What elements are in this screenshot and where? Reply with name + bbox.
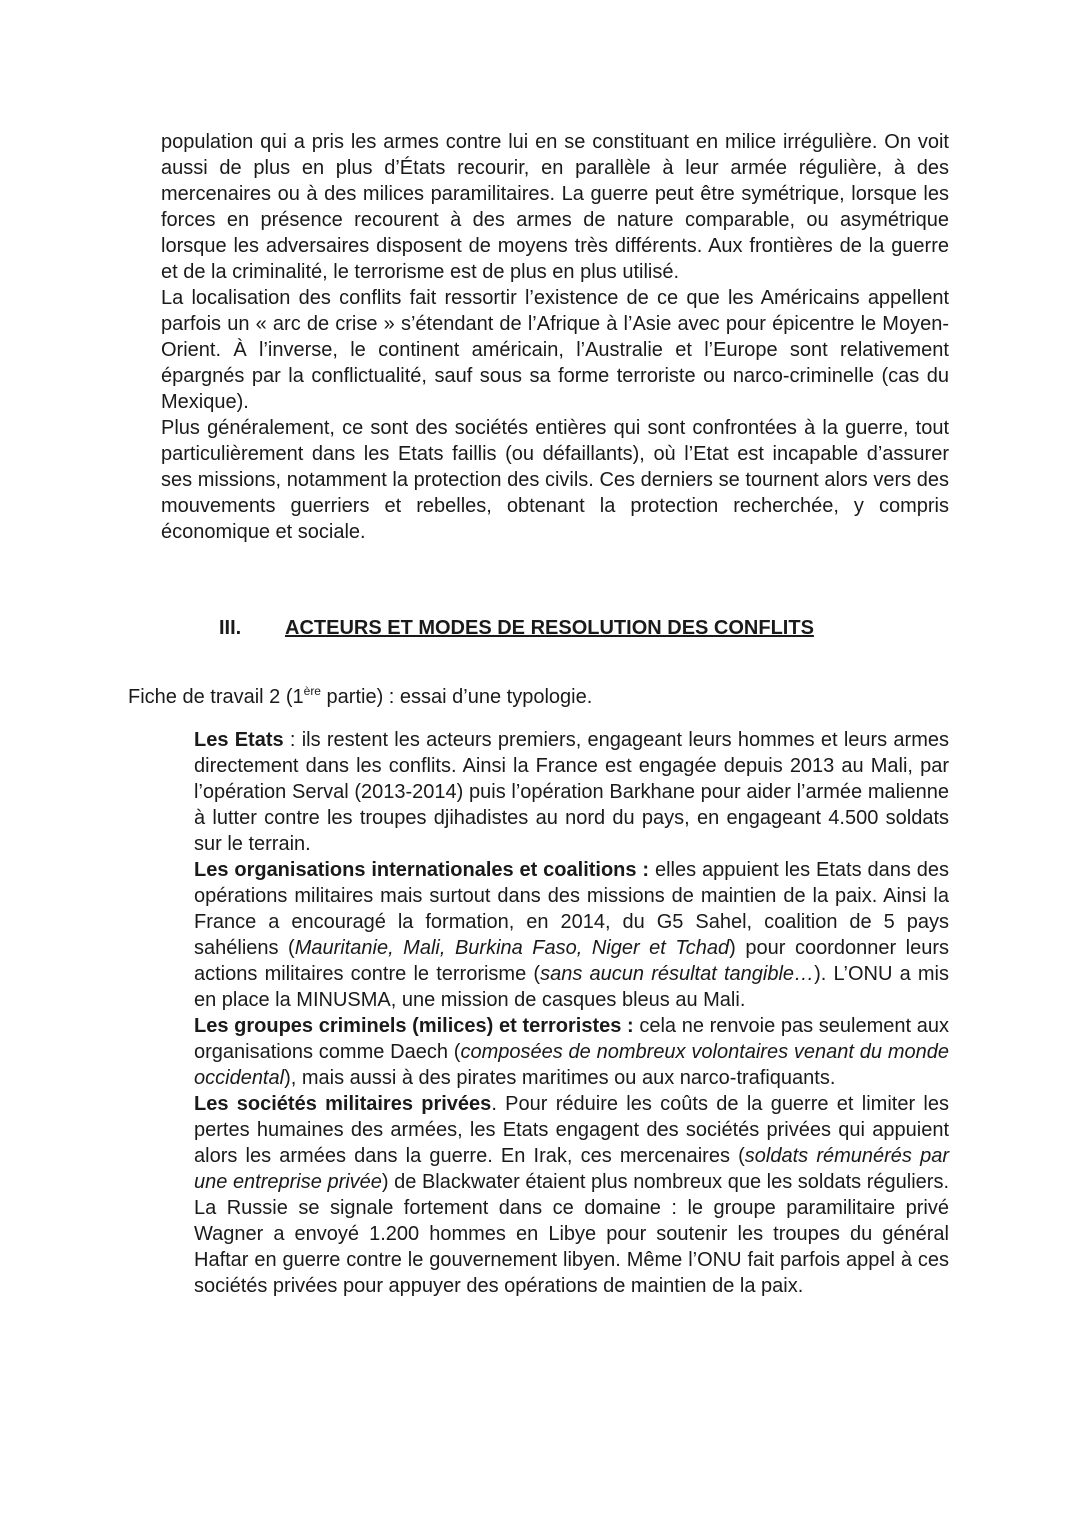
actor-organisations-title: Les organisations internationales et coalitions : <box>194 859 650 881</box>
actor-groupes-italic-1: composées de nombreux volontaires venant du monde occidental <box>194 1041 949 1089</box>
worksheet-title-end: partie) : essai d’une typologie. <box>320 686 593 708</box>
worksheet-title-superscript: ère <box>303 684 321 698</box>
actor-societes-title: Les sociétés militaires privées <box>194 1093 492 1115</box>
actor-organisations-text-3: ). L’ONU a mis en place la MINUSMA, une mission de casques bleus au Mali. <box>194 963 949 1011</box>
actor-groupes-text-2: ), mais aussi à des pirates maritimes ou aux narco-trafiquants. <box>284 1067 836 1089</box>
actor-organisations-italic-2: sans aucun résultat tangible… <box>540 963 815 985</box>
worksheet-title <box>128 684 592 710</box>
intro-paragraph-1: population qui a pris les armes contre lui en se constituant en milice irrégulière. On voit aussi de plus en plus d’États recourir, en parallèle à leur armée régulière, à des mercenaires ou à des milices paramilitaires. La guerre peut être symétrique, lorsque les forces en présence recourent à des armes de nature comparable, ou asymétrique lorsque les adversaires disposent de moyens très différents. Aux frontières de la guerre et de la criminalité, le terrorisme est de plus en plus utilisé. <box>161 131 949 283</box>
actor-organisations <box>194 857 949 1013</box>
actor-groupes <box>194 1013 949 1091</box>
actor-societes-text-1: . Pour réduire les coûts de la guerre et limiter les pertes humaines des armées, les Etats engagent des sociétés privées qui appuient alors les armées dans la guerre. En Irak, ces mercenaires ( <box>194 1093 949 1167</box>
actor-organisations-text-1: elles appuient les Etats dans des opérations militaires mais surtout dans des missions de maintien de la paix. Ainsi la France a encouragé la formation, en 2014, du G5 Sahel, coalition de 5 pays sahéliens ( <box>194 859 949 959</box>
actor-organisations-italic-1: Mauritanie, Mali, Burkina Faso, Niger et Tchad <box>294 937 730 959</box>
actor-organisations-text-2: ) pour coordonner leurs actions militaires contre le terrorisme ( <box>194 937 950 985</box>
actor-groupes-title: Les groupes criminels (milices) et terroristes : <box>194 1015 634 1037</box>
actor-groupes-text-1: cela ne renvoie pas seulement aux organisations comme Daech ( <box>194 1015 949 1063</box>
actor-etats-title: Les Etats <box>194 729 284 751</box>
intro-paragraph-3: Plus généralement, ce sont des sociétés entières qui sont confrontées à la guerre, tout particulièrement dans les Etats faillis (ou défaillants), où l’Etat est incapable d’assurer ses missions, notamment la protection des civils. Ces derniers se tournent alors vers des mouvements guerriers et rebelles, obtenant la protection recherchée, y compris économique et sociale. <box>161 417 949 543</box>
section-number: III. <box>219 617 242 639</box>
intro-paragraph-2: La localisation des conflits fait ressortir l’existence de ce que les Américains appellent parfois un « arc de crise » s’étendant de l’Afrique à l’Asie avec pour épicentre le Moyen-Orient. À l’inverse, le continent américain, l’Australie et l’Europe sont relativement épargnés par la conflictualité, sauf sous sa forme terroriste ou narco-criminelle (cas du Mexique). <box>161 287 949 413</box>
section-heading <box>219 615 814 641</box>
actor-etats-text: : ils restent les acteurs premiers, engageant leurs hommes et leurs armes directement dans les conflits. Ainsi la France est engagée depuis 2013 au Mali, par l’opération Serval (2013-2014) puis l’opération Barkhane pour aider l’armée malienne à lutter contre les troupes djihadistes au nord du pays, en engageant 4.500 soldats sur le terrain. <box>194 729 949 855</box>
actor-societes-text-2: ) de Blackwater étaient plus nombreux que les soldats réguliers. La Russie se signale fortement dans ce domaine : le groupe paramilitaire privé Wagner a envoyé 1.200 hommes en Libye pour soutenir les troupes du général Haftar en guerre contre le gouvernement libyen. Même l’ONU fait parfois appel à ces sociétés privées pour appuyer des opérations de maintien de la paix. <box>194 1171 949 1297</box>
actor-societes <box>194 1091 949 1299</box>
actors-typology <box>194 727 949 1299</box>
section-title: ACTEURS ET MODES DE RESOLUTION DES CONFLITS <box>285 617 814 639</box>
actor-etats <box>194 727 949 857</box>
intro-block <box>161 129 949 545</box>
actor-societes-italic-1: soldats rémunérés par une entreprise privée <box>194 1145 949 1193</box>
worksheet-title-start: Fiche de travail 2 (1 <box>128 686 304 708</box>
